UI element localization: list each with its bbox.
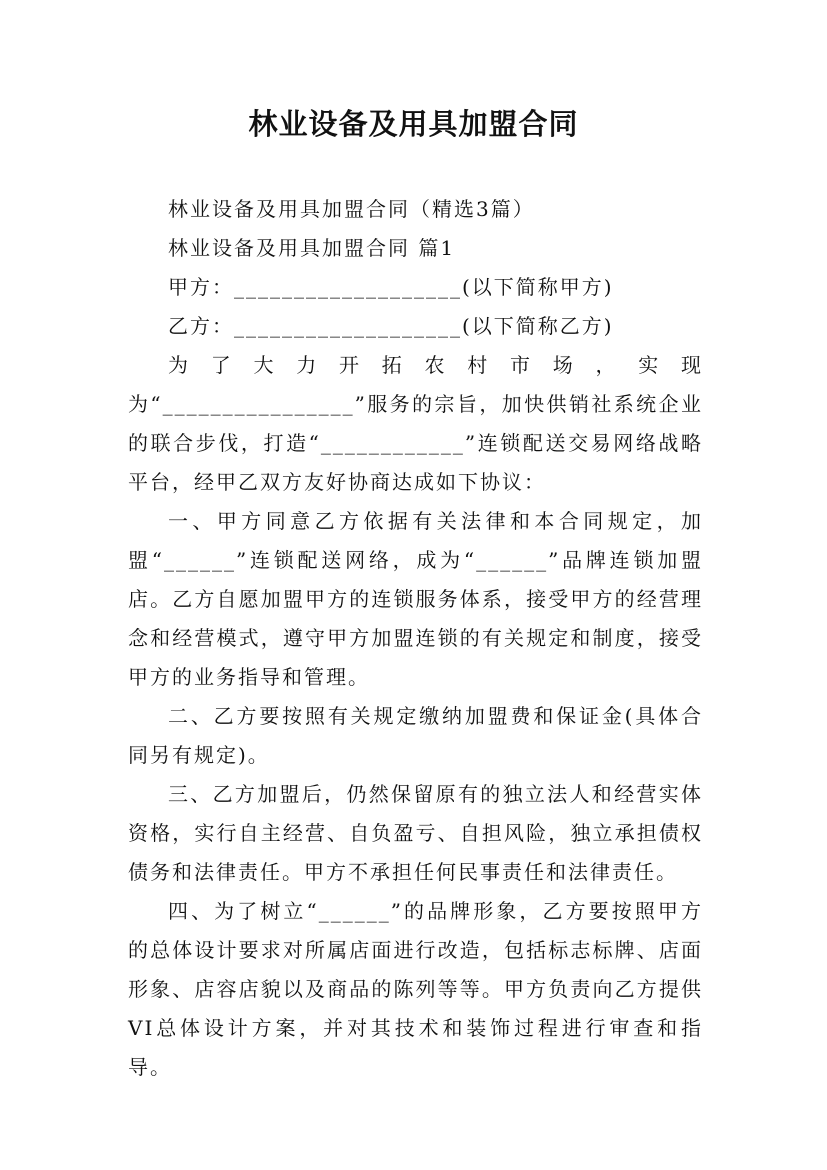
paragraph-clause-2: 二、乙方要按照有关规定缴纳加盟费和保证金(具体合同另有规定)。 xyxy=(128,704,703,767)
page-title: 林业设备及用具加盟合同 xyxy=(248,107,579,141)
paragraph-preamble: 为了大力开拓农村市场，实现为“________________”服务的宗旨，加快供销社系统企业的联合步伐，打造“____________”连锁配送交易网络战略平台，经甲乙双方友好协商达成如下协议： xyxy=(128,353,703,494)
paragraph-clause-1: 一、甲方同意乙方依据有关法律和本合同规定，加盟“______”连锁配送网络，成为“______”品牌连锁加盟店。乙方自愿加盟甲方的连锁服务体系，接受甲方的经营理念和经营模式，遵守甲方加盟连锁的有关规定和制度，接受甲方的业务指导和管理。 xyxy=(128,509,703,689)
paragraph-clause-4: 四、为了树立“______”的品牌形象，乙方要按照甲方的总体设计要求对所属店面进行改造，包括标志标牌、店面形象、店容店貌以及商品的陈列等等。甲方负责向乙方提供VI总体设计方案，并对其技术和装饰过程进行审查和指导。 xyxy=(128,899,703,1079)
paragraph-clause-3: 三、乙方加盟后，仍然保留原有的独立法人和经营实体资格，实行自主经营、自负盈亏、自担风险，独立承担债权债务和法律责任。甲方不承担任何民事责任和法律责任。 xyxy=(128,782,703,884)
paragraph-party-b: 乙方：___________________(以下简称乙方) xyxy=(168,314,614,338)
paragraph-party-a: 甲方：___________________(以下简称甲方) xyxy=(168,275,614,299)
document-body xyxy=(128,190,703,1087)
paragraph-subtitle: 林业设备及用具加盟合同（精选3篇） xyxy=(168,197,535,221)
paragraph-section-heading: 林业设备及用具加盟合同 篇1 xyxy=(168,236,456,260)
